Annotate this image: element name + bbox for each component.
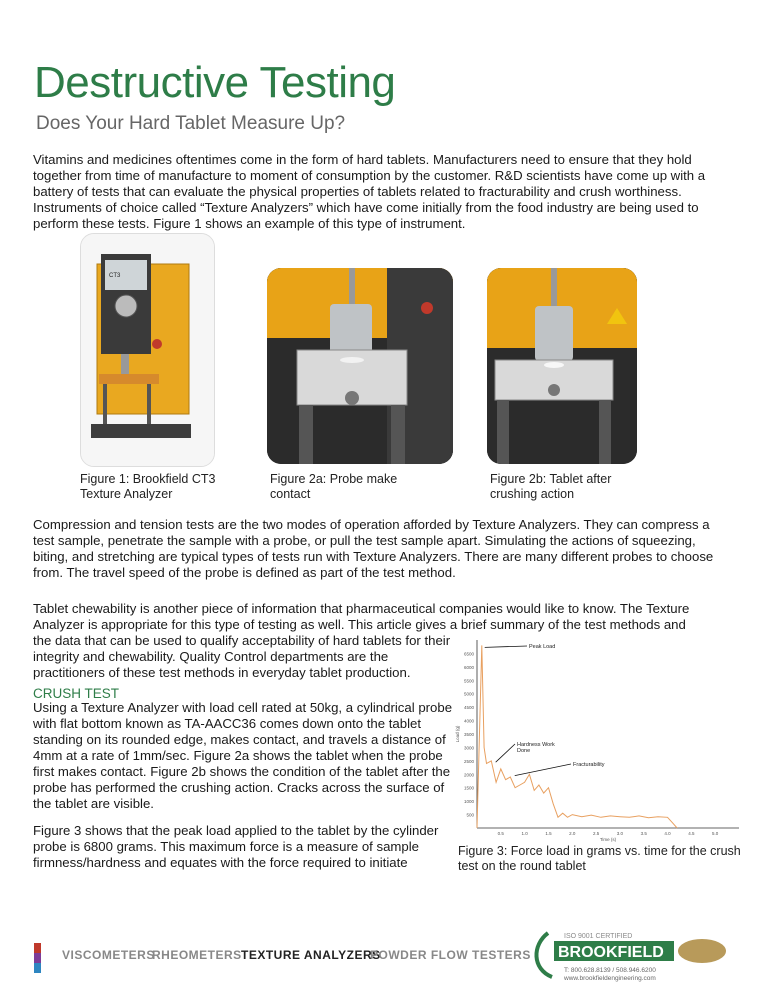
x-axis-label: Time (s) (599, 837, 617, 842)
peak-load-paragraph: Figure 3 shows that the peak load applied to the tablet by the cylinder probe is 6800 grams. This maximum force is a measure of sample firmness/hardness and equates with the force required to initiate (33, 823, 439, 870)
crush-test-heading: CRUSH TEST (33, 686, 120, 701)
footer-color-bar (34, 943, 41, 973)
brand-name: BROOKFIELD (558, 944, 664, 961)
x-tick-label: 3.0 (616, 831, 624, 836)
y-tick-label: 1000 (463, 799, 474, 805)
x-tick-label: 1.0 (521, 831, 528, 836)
compression-paragraph: Compression and tension tests are the two modes of operation afforded by Texture Analyzers. They can compress a test sample, penetrate the sample with a probe, or pull the test sample apart. Simulating the actions of squeezing, biting, and stretching are typical types of tests run with Texture Analyzers. There are many different probes to choose from. The travel speed of the probe is defined as part of the test method. (33, 517, 714, 580)
page-subtitle: Does Your Hard Tablet Measure Up? (36, 113, 346, 134)
y-tick-label: 5500 (463, 678, 474, 684)
bar-mid (34, 953, 41, 963)
chewability-paragraph-cont: the data that can be used to qualify acceptability of hard tablets for their integrity and chewability. Quality Control departments are the practitioners of these test methods in everyday tablet production. (33, 633, 451, 680)
y-tick-label: 2500 (463, 758, 474, 764)
phone-text: T: 800.628.8139 / 508.946.6200 (564, 967, 656, 974)
figure1-caption: Figure 1: Brookfield CT3 Texture Analyzer (80, 472, 216, 501)
figure2b-caption: Figure 2b: Tablet after crushing action (490, 472, 612, 501)
instrument-label: CT3 (109, 273, 121, 279)
x-tick-label: 4.5 (688, 831, 695, 836)
load-series-line (477, 645, 677, 828)
annotation-label: Done (517, 748, 531, 754)
figure2a-caption: Figure 2a: Probe make contact (270, 472, 398, 501)
x-tick-label: 5.0 (712, 831, 719, 836)
tablet-crushed-photo (487, 268, 637, 464)
y-tick-label: 6500 (463, 651, 474, 657)
annotation-arrow (485, 646, 527, 647)
intro-paragraph: Vitamins and medicines oftentimes come in the form of hard tablets. Manufacturers need to ensure that they hold together from time of manufacture to moment of consumption by the customer. R&D scientists have come up with a battery of tests that can evaluate the physical properties of tablets related to fracturability and crush worthiness. Instruments of choice called “Texture Analyzers” which have come initially from the food industry are being used to perform these tests. Figure 1 shows an example of this type of instrument. (33, 152, 706, 231)
y-tick-label: 6000 (463, 664, 474, 670)
x-tick-label: 3.5 (640, 831, 647, 836)
bar-top (34, 943, 41, 953)
nav-viscometers[interactable]: VISCOMETERS (62, 948, 155, 962)
y-tick-label: 500 (466, 812, 474, 818)
y-tick-label: 4000 (463, 718, 474, 724)
brookfield-logo (530, 925, 730, 985)
crush-test-paragraph: Using a Texture Analyzer with load cell rated at 50kg, a cylindrical probe with flat bottom known as TA-AACC36 comes down onto the tablet standing on its rounded edge, makes contact, and travels a distance of 4mm at a rate of 1mm/sec. Figure 2a shows the tablet when the probe first makes contact. Figure 2b shows the condition of the tablet after the probe has performed the crushing action. Cracks across the surface of the tablet are visible. (33, 700, 453, 811)
y-axis-label: Load (g) (455, 725, 460, 743)
chewability-paragraph: Tablet chewability is another piece of information that pharmaceutical companies would like to know. The Texture Analyzer is appropriate for this type of testing as well. This article gives a brief summary of the test methods and (33, 601, 690, 632)
x-tick-label: 2.5 (592, 831, 600, 836)
force-load-chart (451, 634, 741, 844)
nav-powder-flow-testers[interactable]: POWDER FLOW TESTERS (370, 948, 531, 962)
y-tick-label: 1500 (463, 785, 474, 791)
annotation-label: Peak Load (529, 644, 556, 650)
figure3-caption: Figure 3: Force load in grams vs. time for the crush test on the round tablet (458, 844, 741, 873)
texture-analyzer-photo (80, 233, 215, 467)
y-tick-label: 4500 (463, 705, 474, 711)
y-tick-label: 3000 (463, 745, 474, 751)
nav-rheometers[interactable]: RHEOMETERS (152, 948, 242, 962)
y-tick-label: 3500 (463, 732, 474, 737)
x-tick-label: 2.0 (569, 831, 576, 836)
annotation-label: Fracturability (573, 762, 605, 768)
x-tick-label: 4.0 (664, 831, 671, 836)
annotation-arrow (515, 764, 571, 776)
bar-bottom (34, 963, 41, 973)
page-title: Destructive Testing (34, 58, 396, 107)
iso-certified-text: ISO 9001 CERTIFIED (564, 933, 633, 940)
y-tick-label: 5000 (463, 691, 474, 697)
url-text: www.brookfieldengineering.com (564, 975, 656, 982)
annotation-arrow (496, 744, 515, 762)
probe-contact-photo (267, 268, 453, 464)
x-tick-label: 0.5 (497, 831, 504, 836)
nav-texture-analyzers[interactable]: TEXTURE ANALYZERS (241, 948, 381, 962)
y-tick-label: 2000 (463, 772, 474, 778)
annotation-label: Hardness Work (517, 742, 555, 748)
x-tick-label: 1.5 (545, 831, 552, 836)
